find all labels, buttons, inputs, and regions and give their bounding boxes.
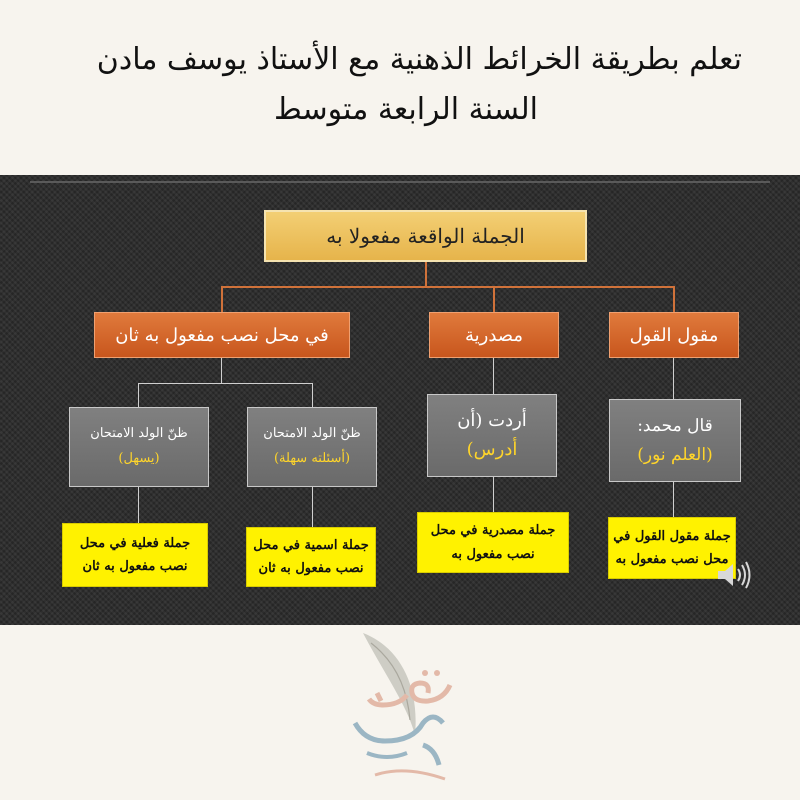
example-line: قال محمد: — [637, 415, 713, 436]
root-node — [264, 210, 587, 262]
speaker-icon[interactable] — [716, 560, 754, 590]
connector-horizontal — [221, 286, 675, 288]
connector-sub-left — [138, 383, 139, 407]
note-line: محل نصب مفعول به — [615, 552, 729, 567]
example-line: ظنّ الولد الامتحان — [263, 426, 361, 442]
note-line: جملة مقول القول في — [613, 528, 731, 544]
branch-second-object — [94, 312, 350, 358]
connector-sub-right — [312, 383, 313, 407]
connector-masdar — [493, 358, 494, 394]
branch-maqul-al-qawl — [609, 312, 739, 358]
example-highlight: (أسئلته سهلة) — [273, 451, 351, 466]
note-masdar — [417, 512, 569, 573]
branch-masdariya — [429, 312, 559, 358]
logo-youssef-maden — [315, 625, 485, 800]
note-verbal — [62, 523, 208, 587]
connector-note-1 — [138, 487, 139, 523]
branch-label: مصدرية — [464, 324, 524, 346]
example-masdar — [427, 394, 557, 477]
note-line: نصب مفعول به ثان — [82, 559, 188, 574]
connector-root — [425, 262, 427, 287]
note-line: جملة فعلية في محل — [79, 535, 191, 551]
slide-divider — [30, 181, 770, 183]
branch-label: في محل نصب مفعول به ثان — [115, 324, 329, 346]
example-line: أردت (أن — [457, 409, 527, 431]
connector-branch-1 — [221, 286, 223, 312]
example-nominal — [247, 407, 377, 487]
header — [0, 0, 800, 175]
connector-maqul — [673, 358, 674, 399]
example-maqul — [609, 399, 741, 482]
connector-note-3 — [493, 477, 494, 512]
mind-map-slide — [0, 175, 800, 625]
connector-note-4 — [673, 482, 674, 517]
note-nominal — [246, 527, 376, 587]
connector-note-2 — [312, 487, 313, 527]
title-line-2: السنة الرابعة متوسط — [274, 92, 538, 127]
connector-branch-3 — [673, 286, 675, 312]
example-highlight: (يسهل) — [118, 451, 160, 466]
example-highlight: (العلم نور) — [637, 444, 713, 465]
connector-branch-2 — [493, 286, 495, 312]
example-line: ظنّ الولد الامتحان — [90, 426, 188, 442]
note-line: نصب مفعول به — [451, 546, 535, 562]
example-highlight: أدرس) — [466, 438, 518, 460]
note-line: جملة مصدرية في محل — [430, 523, 556, 539]
connector-sub-horizontal — [138, 383, 313, 384]
title-line-1: تعلم بطريقة الخرائط الذهنية مع الأستاذ يوسف مادن — [96, 42, 742, 77]
note-line: نصب مفعول به ثان — [258, 561, 364, 576]
connector-sub — [221, 358, 222, 384]
branch-label: مقول القول — [629, 324, 719, 346]
example-verbal — [69, 407, 209, 487]
root-label: الجملة الواقعة مفعولا به — [326, 224, 525, 248]
note-line: جملة اسمية في محل — [253, 537, 369, 553]
